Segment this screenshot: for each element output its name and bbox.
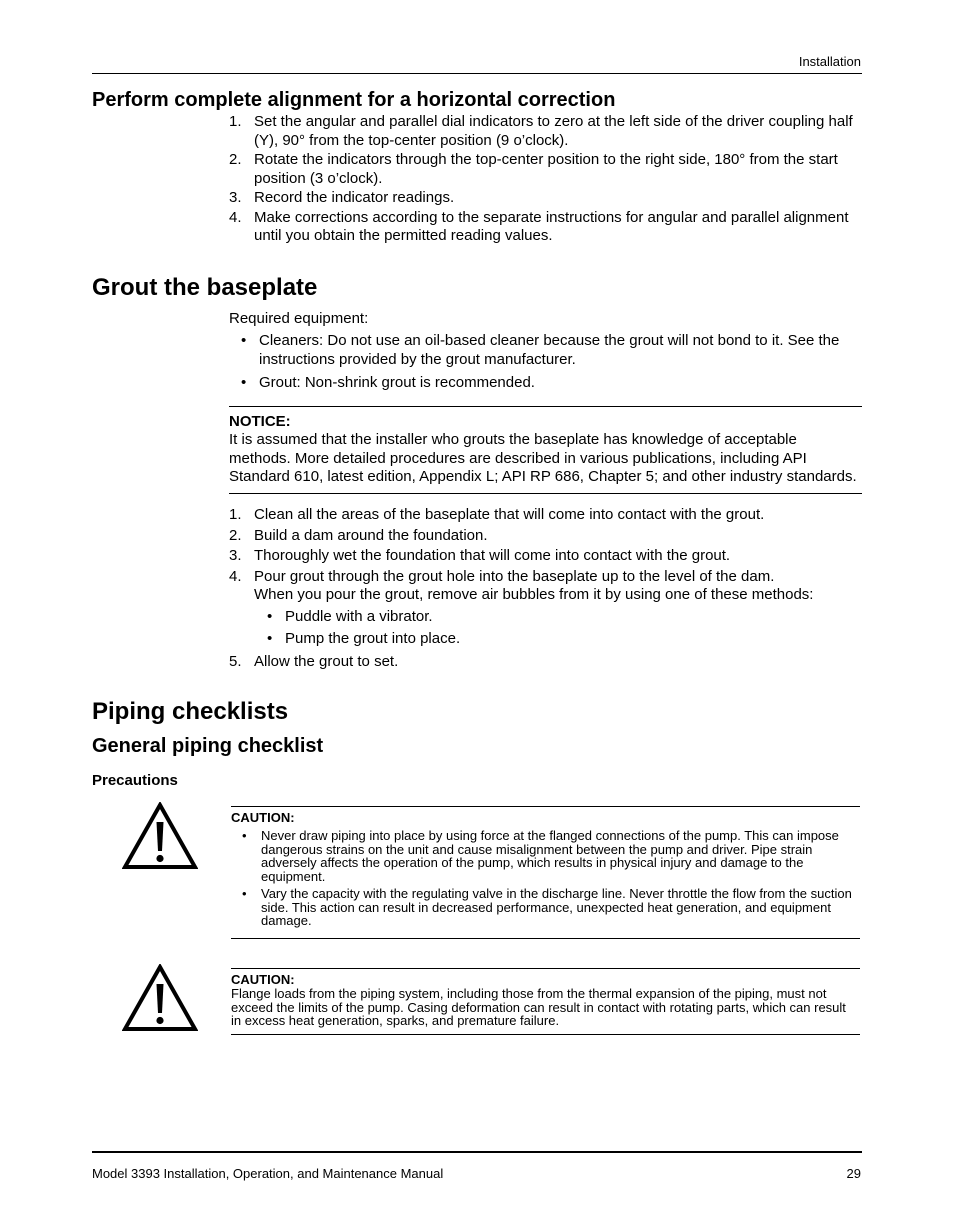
footer-manual-title: Model 3393 Installation, Operation, and Maintenance Manual (92, 1166, 444, 1181)
list-item: • Pump the grout into place. (267, 630, 461, 647)
list-item: 5. Allow the grout to set. (229, 653, 399, 670)
page-number: 29 (846, 1166, 861, 1181)
alignment-steps (229, 113, 857, 246)
list-item: 4. Make corrections according to the separate instructions for angular and parallel alignment until you obtain the permitted reading values. (229, 208, 849, 244)
caution-list (231, 829, 859, 928)
list-item: 1. Clean all the areas of the baseplate that will come into contact with the grout. (229, 506, 765, 523)
list-item: 2. Build a dam around the foundation. (229, 526, 488, 544)
notice-title: NOTICE: (229, 413, 291, 430)
running-header: Installation (798, 54, 861, 69)
grout-methods-list (267, 608, 827, 649)
list-item: 4. Pour grout through the grout hole into the baseplate up to the level of the dam. When you pour the grout, remove air bubbles from it by using one of these methods: (229, 567, 814, 603)
notice-text: It is assumed that the installer who grouts the baseplate has knowledge of acceptable methods. More detailed procedures are described in various publications, including API Standard 610, latest edition, Appendix L; API RP 686, Chapter 5; and other industry standards. (229, 431, 857, 485)
grout-final-step (229, 653, 857, 672)
list-item: • Cleaners: Do not use an oil-based cleaner because the grout will not bond to it. See the instructions provided by the grout manufacturer. (241, 332, 840, 368)
step-subtext: When you pour the grout, remove air bubbles from it by using one of these methods: (254, 586, 814, 603)
grout-heading: Grout the baseplate (92, 274, 318, 301)
caution1-bottom-rule (231, 938, 860, 939)
caution-box-2 (231, 973, 859, 1028)
caution2-bottom-rule (231, 1034, 860, 1035)
footer-rule (92, 1151, 862, 1153)
piping-subheading: General piping checklist (92, 735, 324, 757)
grout-steps (229, 506, 857, 605)
warning-triangle-icon (122, 964, 198, 1032)
required-equipment-label: Required equipment: (229, 310, 369, 327)
piping-heading: Piping checklists (92, 698, 289, 725)
notice-top-rule (229, 406, 862, 407)
header-rule (92, 73, 862, 74)
caution-text: Flange loads from the piping system, including those from the thermal expansion of the piping, must not exceed the limits of the pump. Casing deformation can result in contact with rotating parts, which can result in excess heat generation, sparks, and premature failure. (231, 986, 846, 1028)
precautions-label: Precautions (92, 772, 178, 789)
caution-title: CAUTION: (231, 972, 295, 987)
caution2-top-rule (231, 968, 860, 969)
alignment-heading: Perform complete alignment for a horizontal correction (92, 89, 616, 111)
caution-title: CAUTION: (231, 810, 295, 825)
list-item: • Never draw piping into place by using force at the flanged connections of the pump. This can impose dangerous strains on the unit and cause misalignment between the pump and driver. Pipe strain adversely affects the operation of the pump, which results in physical injury and damage to the equipment. (242, 828, 839, 884)
list-item: 1. Set the angular and parallel dial indicators to zero at the left side of the driver coupling half (Y), 90° from the top-center position (9 o’clock). (229, 113, 853, 149)
list-item: • Puddle with a vibrator. (267, 608, 433, 625)
equipment-list (241, 332, 841, 393)
list-item: 3. Record the indicator readings. (229, 189, 455, 206)
list-item: • Grout: Non-shrink grout is recommended. (241, 374, 535, 391)
caution-box-1 (231, 811, 859, 928)
list-item: 3. Thoroughly wet the foundation that will come into contact with the grout. (229, 547, 731, 564)
caution1-top-rule (231, 806, 860, 807)
list-item: • Vary the capacity with the regulating valve in the discharge line. Never throttle the flow from the suction side. This action can result in decreased performance, unexpected heat generation, and equipment damage. (242, 886, 852, 928)
warning-triangle-icon (122, 802, 198, 870)
list-item: 2. Rotate the indicators through the top-center position to the right side, 180° from the start position (3 o’clock). (229, 151, 838, 187)
notice-bottom-rule (229, 493, 862, 494)
